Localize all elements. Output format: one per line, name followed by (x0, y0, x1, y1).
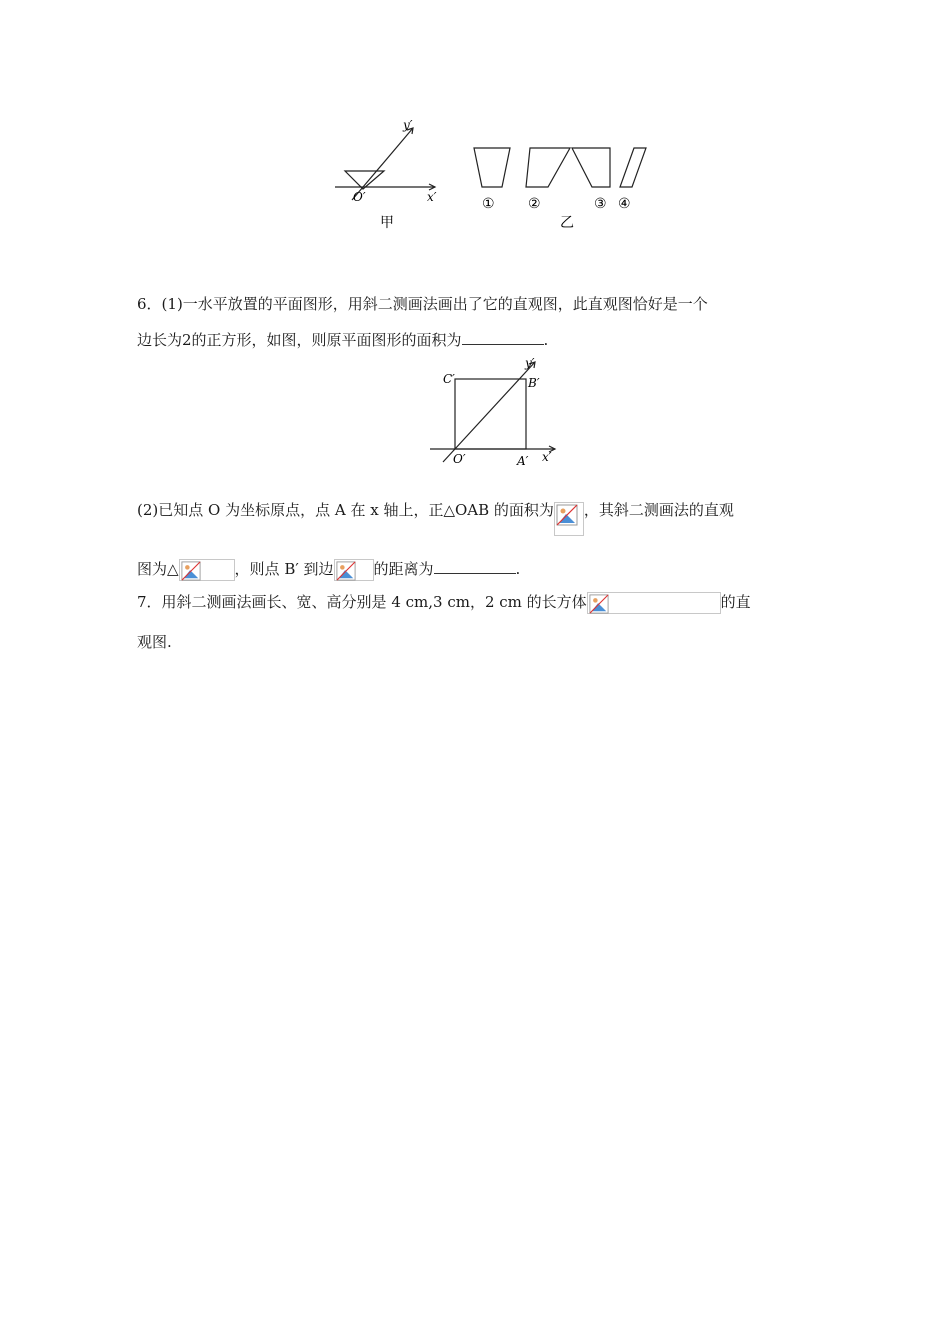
image-placeholder-triangle (179, 559, 235, 581)
q6-part1-text: 边长为2的正方形，如图，则原平面图形的面积为 (137, 331, 462, 349)
q6-part2-text-d: ，则点 B′ 到边 (234, 560, 334, 578)
shape-label-3: ③ (594, 196, 607, 212)
q6-part2-text-c: 图为△ (137, 560, 179, 578)
label-x: x′ (542, 450, 552, 464)
q7-text-b: 的直 (720, 593, 751, 611)
shape-label-4: ④ (618, 196, 631, 212)
axis-x-label: x′ (427, 190, 437, 204)
q7-text-a: 7．用斜二测画法画长、宽、高分别是 4 cm,3 cm，2 cm 的长方体 (137, 593, 587, 611)
axis-y-label: y′ (403, 118, 413, 132)
y-axis-line (443, 362, 535, 462)
caption-yi: 乙 (560, 215, 574, 231)
period: . (543, 331, 549, 349)
broken-image-icon (556, 504, 578, 526)
origin-label: O′ (353, 190, 366, 204)
label-a: A′ (517, 454, 529, 468)
shape-label-2: ② (528, 196, 541, 212)
shape-4 (620, 148, 646, 187)
answer-blank-q6-2[interactable] (434, 559, 516, 574)
triangle-shape (345, 171, 384, 189)
shape-3 (572, 148, 610, 187)
label-y: y′ (525, 356, 535, 370)
broken-image-icon (336, 561, 356, 581)
q6-part2-text-a: (2)已知点 O 为坐标原点，点 A 在 x 轴上，正△OAB 的面积为 (137, 501, 554, 519)
shape-1 (474, 148, 510, 187)
q7-line1 (137, 590, 751, 614)
broken-image-icon (589, 594, 609, 614)
shape-label-1: ① (482, 196, 495, 212)
caption-jia: 甲 (380, 215, 394, 231)
figure-jia-yi (330, 115, 660, 235)
image-placeholder-cuboid (587, 592, 721, 614)
q6-part2-text-b: ，其斜二测画法的直观 (583, 501, 734, 519)
square-shape (455, 379, 526, 449)
q7-line2: 观图. (137, 633, 172, 651)
label-o: O′ (453, 452, 466, 466)
image-placeholder-area (554, 502, 584, 536)
q6-part1-line2 (137, 330, 548, 350)
image-placeholder-edge (334, 559, 374, 581)
broken-image-icon (181, 561, 201, 581)
shape-2 (526, 148, 570, 187)
q6-part2-line1 (137, 498, 734, 536)
period: . (515, 560, 521, 578)
q6-part2-text-e: 的距离为 (373, 560, 434, 578)
figure-square (425, 355, 565, 470)
label-b: B′ (528, 376, 540, 390)
answer-blank-q6-1[interactable] (462, 330, 544, 345)
label-c: C′ (443, 372, 455, 386)
q6-part1-line1: 6．(1)一水平放置的平面图形，用斜二测画法画出了它的直观图，此直观图恰好是一个 (137, 295, 708, 313)
q6-part2-line2 (137, 557, 520, 581)
